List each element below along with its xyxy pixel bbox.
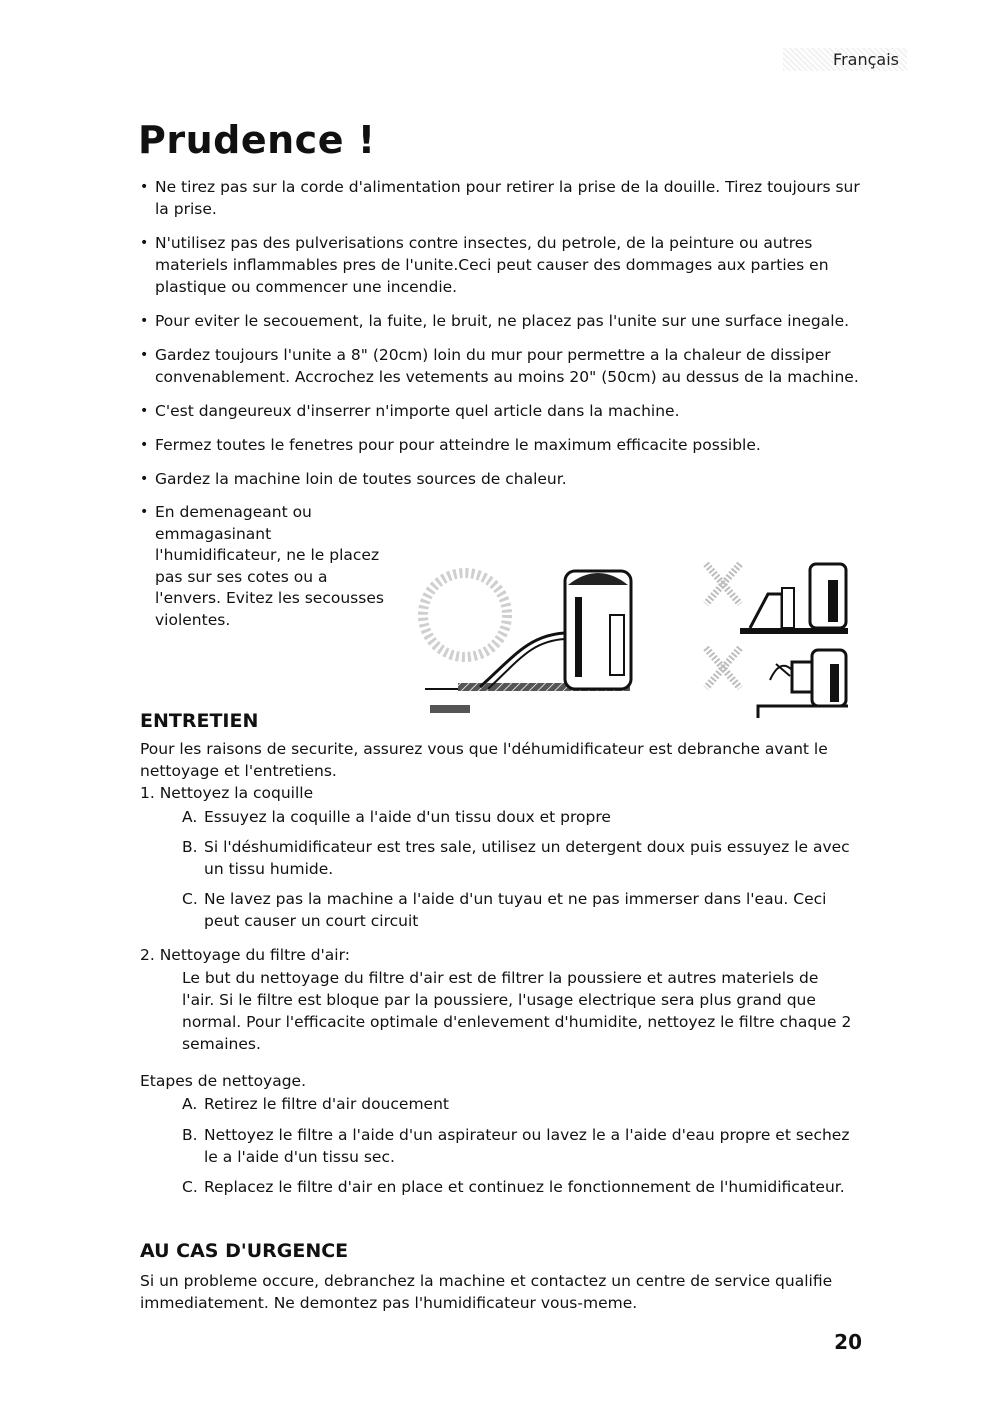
emergency-heading: AU CAS D'URGENCE: [140, 1240, 349, 1262]
item-text: Si l'déshumidificateur est tres sale, utilisez un detergent doux puis essuyez le avec un tissu humide.: [204, 838, 850, 878]
item-letter: A.: [182, 1095, 198, 1113]
page-number: 20: [834, 1330, 862, 1354]
item-letter: C.: [182, 890, 198, 908]
step-1-item-a: [182, 806, 852, 828]
dehumidifier-illustration: [410, 555, 650, 720]
step-1-item-b: [182, 836, 852, 880]
cleaning-item-a: [182, 1093, 862, 1115]
cleaning-item-c: [182, 1176, 862, 1198]
step-2-text: Le but du nettoyage du filtre d'air est de filtrer la poussiere et autres materiels de l'air. Si le filtre est bloque par la poussiere, l'usage electrique sera plus grand que normal. Pour l'efficacite optimale d'enlevement d'humidite, nettoyez le filtre chaque 2 semaines.: [182, 969, 852, 1053]
cleaning-steps-title: Etapes de nettoyage.: [140, 1072, 307, 1090]
item-text: Retirez le filtre d'air doucement: [204, 1095, 449, 1113]
item-letter: B.: [182, 838, 198, 856]
caution-item: • En demenageant ou emmagasinant l'humidificateur, ne le placez pas sur ses cotes ou a l'envers. Evitez les secousses violentes.: [140, 502, 387, 631]
caution-item: • Pour eviter le secouement, la fuite, le bruit, ne placez pas l'unite sur une surface inegale.: [140, 310, 860, 332]
item-letter: B.: [182, 1126, 198, 1144]
emergency-text: Si un probleme occure, debranchez la machine et contactez un centre de service qualifie immediatement. Ne demontez pas l'humidificateur vous-meme.: [140, 1272, 833, 1312]
item-text: Replacez le filtre d'air en place et continuez le fonctionnement de l'humidificateur.: [204, 1178, 845, 1196]
caution-item: • N'utilisez pas des pulverisations contre insectes, du petrole, de la peinture ou autres materiels inflammables pres de l'unite.Ceci peut causer des dommages aux parties en plastique ou commencer une incendie.: [140, 232, 860, 298]
item-text: Nettoyez le filtre a l'aide d'un aspirateur ou lavez le a l'aide d'eau propre et sechez le a l'aide d'un tissu sec.: [204, 1126, 850, 1166]
cleaning-item-b: [182, 1124, 862, 1168]
language-tab: Français: [783, 48, 907, 71]
step-2-title: 2. Nettoyage du filtre d'air:: [140, 946, 350, 964]
item-text: Essuyez la coquille a l'aide d'un tissu doux et propre: [204, 808, 611, 826]
page-title: Prudence !: [138, 118, 376, 162]
caution-item: • Fermez toutes le fenetres pour pour atteindre le maximum efficacite possible.: [140, 434, 860, 456]
item-letter: A.: [182, 808, 198, 826]
step-1-title: 1. Nettoyez la coquille: [140, 784, 314, 802]
item-text: Ne lavez pas la machine a l'aide d'un tuyau et ne pas immerser dans l'eau. Ceci peut causer un court circuit: [204, 890, 827, 930]
item-letter: C.: [182, 1178, 198, 1196]
caution-item: • Ne tirez pas sur la corde d'alimentation pour retirer la prise de la douille. Tirez toujours sur la prise.: [140, 176, 860, 220]
wrong-position-illustration: [700, 558, 850, 720]
maintenance-heading: ENTRETIEN: [140, 710, 259, 732]
caution-item: • Gardez toujours l'unite a 8" (20cm) loin du mur pour permettre a la chaleur de dissiper convenablement. Accrochez les vetements au moins 20" (50cm) au dessus de la machine.: [140, 344, 860, 388]
maintenance-intro: Pour les raisons de securite, assurez vous que l'déhumidificateur est debranche avant le nettoyage et l'entretiens.: [140, 740, 828, 780]
caution-item: • C'est dangeureux d'inserrer n'importe quel article dans la machine.: [140, 400, 860, 422]
caution-item: • Gardez la machine loin de toutes sources de chaleur.: [140, 468, 860, 490]
step-1-item-c: [182, 888, 852, 932]
